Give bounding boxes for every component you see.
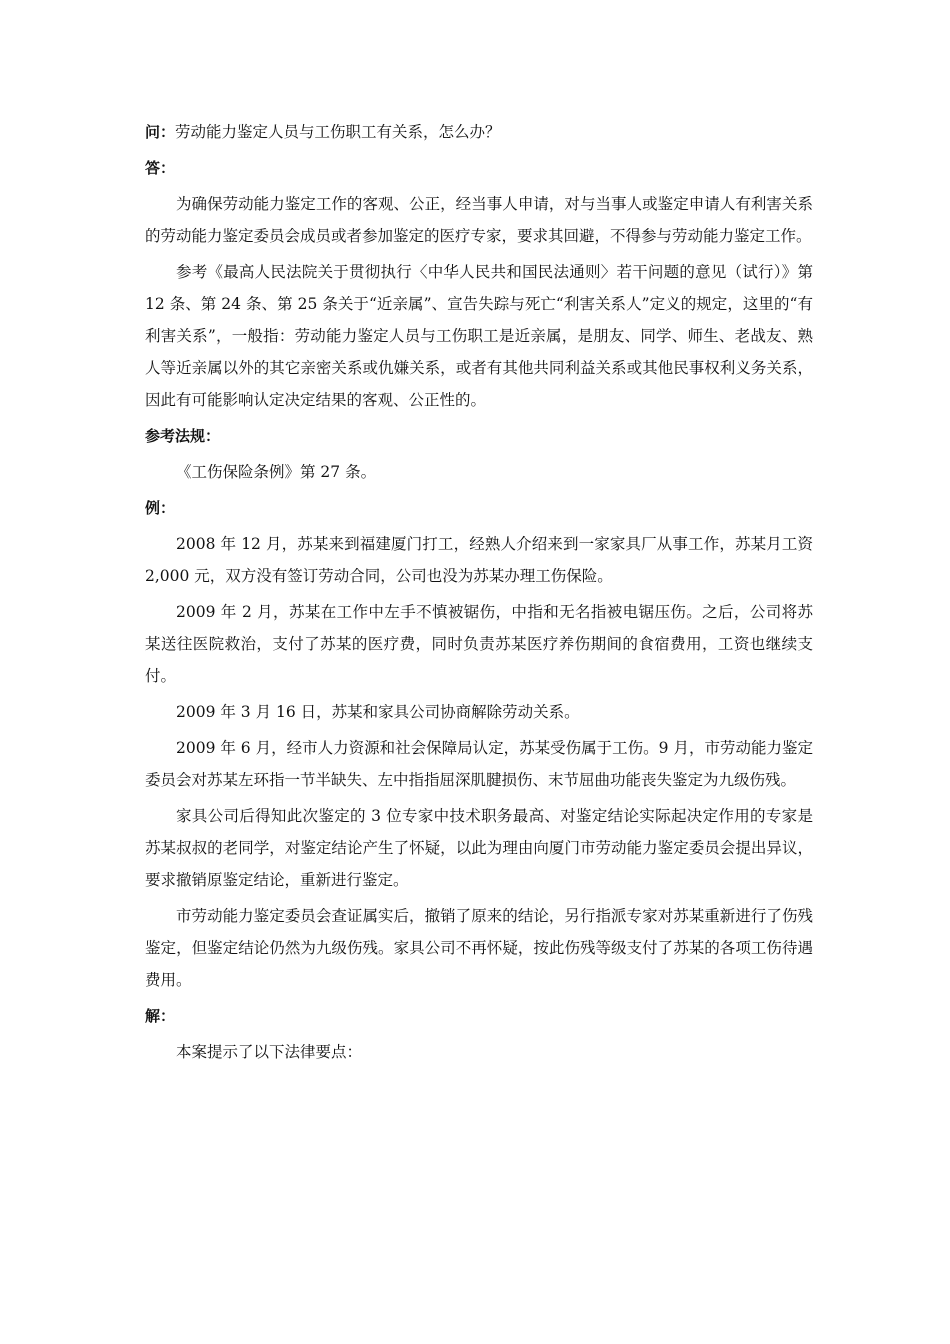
example-paragraph: 2009 年 3 月 16 日，苏某和家具公司协商解除劳动关系。 (176, 703, 580, 721)
answer-label: 答： (145, 159, 176, 177)
reference-text: 《工伤保险条例》第 27 条。 (176, 463, 377, 481)
document-page (145, 116, 813, 1072)
example-paragraph: 2009 年 6 月，经市人力资源和社会保障局认定，苏某受伤属于工伤。9 月，市劳动能力鉴定委员会对苏某左环指一节半缺失、左中指指屈深肌腱损伤、末节屈曲功能丧失鉴定为九级伤残。 (145, 739, 813, 789)
question-line (145, 116, 813, 148)
question-label: 问： (145, 123, 176, 141)
example-paragraph: 2008 年 12 月，苏某来到福建厦门打工，经熟人介绍来到一家家具厂从事工作，苏某月工资 2,000 元，双方没有签订劳动合同，公司也没为苏某办理工伤保险。 (145, 535, 813, 585)
example-paragraph: 市劳动能力鉴定委员会查证属实后，撤销了原来的结论，另行指派专家对苏某重新进行了伤残鉴定，但鉴定结论仍然为九级伤残。家具公司不再怀疑，按此伤残等级支付了苏某的各项工伤待遇费用。 (145, 907, 813, 989)
answer-paragraph: 为确保劳动能力鉴定工作的客观、公正，经当事人申请，对与当事人或鉴定申请人有利害关系的劳动能力鉴定委员会成员或者参加鉴定的医疗专家，要求其回避，不得参与劳动能力鉴定工作。 (145, 195, 813, 245)
answer-paragraph: 参考《最高人民法院关于贯彻执行〈中华人民共和国民法通则〉若干问题的意见（试行）》第 12 条、第 24 条、第 25 条关于“近亲属”、宣告失踪与死亡“利害关系人”定义的规定，这里的“有利害关系”，一般指：劳动能力鉴定人员与工伤职工是近亲属，是朋友、同学、师生、老战友、熟人等近亲属以外的其它亲密关系或仇嫌关系，或者有其他共同利益关系或其他民事权利义务关系，因此有可能影响认定决定结果的客观、公正性的。 (145, 263, 813, 409)
question-text: 劳动能力鉴定人员与工伤职工有关系，怎么办？ (175, 123, 501, 141)
reference-label: 参考法规： (145, 427, 221, 445)
example-label: 例： (145, 499, 176, 517)
solution-label: 解： (145, 1007, 176, 1025)
example-paragraph: 家具公司后得知此次鉴定的 3 位专家中技术职务最高、对鉴定结论实际起决定作用的专家是苏某叔叔的老同学，对鉴定结论产生了怀疑，以此为理由向厦门市劳动能力鉴定委员会提出异议，要求撤销原鉴定结论，重新进行鉴定。 (145, 807, 813, 889)
example-paragraph: 2009 年 2 月，苏某在工作中左手不慎被锯伤，中指和无名指被电锯压伤。之后，公司将苏某送往医院救治，支付了苏某的医疗费，同时负责苏某医疗养伤期间的食宿费用，工资也继续支付。 (145, 603, 813, 685)
solution-text: 本案提示了以下法律要点： (176, 1043, 363, 1061)
